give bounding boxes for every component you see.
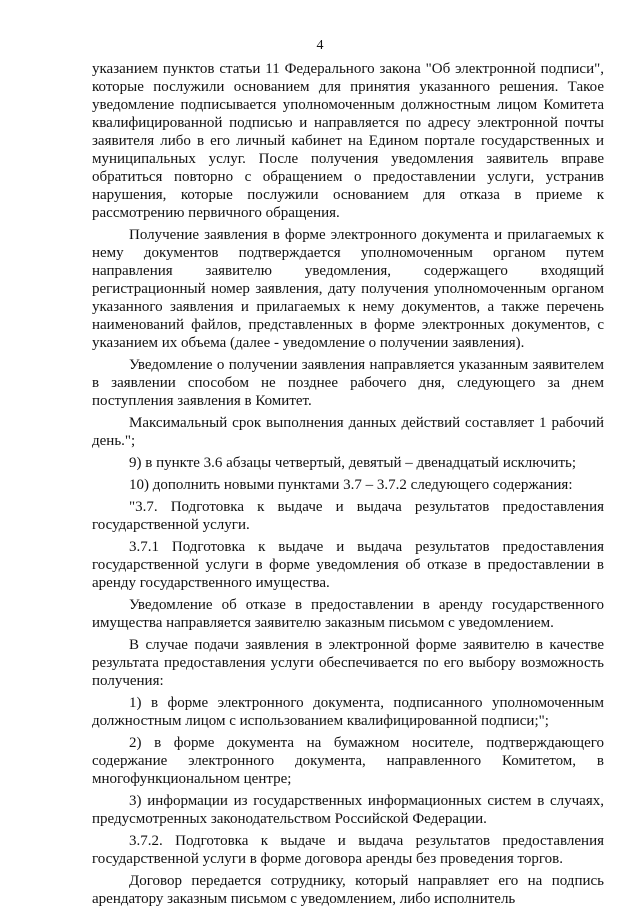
paragraph: 1) в форме электронного документа, подписанного уполномоченным должностным лицом с использованием квалифицированной подписи;"; [92, 695, 604, 729]
paragraph: 10) дополнить новыми пунктами 3.7 – 3.7.2 следующего содержания: [129, 477, 573, 493]
paragraph: "3.7. Подготовка к выдаче и выдача результатов предоставления государственной услуги. [92, 499, 604, 533]
paragraph: 3.7.2. Подготовка к выдаче и выдача результатов предоставления государственной услуги в форме договора аренды без проведения торгов. [92, 833, 604, 867]
page-number: 4 [316, 38, 324, 53]
paragraph: Получение заявления в форме электронного документа и прилагаемых к нему документов подтверждается уполномоченным органом путем направления заявителю уведомления, содержащего входящий регистрационный номер заявления, дату получения уполномоченным органом указанного заявления и прилагаемых к нему документов, а также перечень наименований файлов, представленных в форме электронных документов, с указанием их объема (далее - уведомление о получении заявления). [92, 227, 604, 351]
document-body [92, 60, 604, 908]
paragraph: Договор передается сотруднику, который направляет его на подпись арендатору заказным письмом с уведомлением, либо исполнитель [92, 873, 604, 907]
paragraph: указанием пунктов статьи 11 Федерального закона "Об электронной подписи", которые послужили основанием для принятия указанного решения. Такое уведомление подписывается уполномоченным должностным лицом Комитета квалифицированной подписью и направляется по адресу электронной почты заявителя либо в его личный кабинет на Едином портале государственных и муниципальных услуг. После получения уведомления заявитель вправе обратиться повторно с обращением о предоставлении услуги, устранив нарушения, которые послужили основанием для отказа в приеме к рассмотрению первичного обращения. [92, 61, 604, 221]
paragraph: 9) в пункте 3.6 абзацы четвертый, девятый – двенадцатый исключить; [129, 455, 577, 471]
paragraph: Максимальный срок выполнения данных действий составляет 1 рабочий день."; [92, 415, 604, 449]
paragraph: 3.7.1 Подготовка к выдаче и выдача результатов предоставления государственной услуги в форме уведомления об отказе в предоставлении в аренду государственного имущества. [92, 539, 604, 591]
paragraph: 3) информации из государственных информационных систем в случаях, предусмотренных законодательством Российской Федерации. [92, 793, 604, 827]
paragraph: Уведомление о получении заявления направляется указанным заявителем в заявлении способом не позднее рабочего дня, следующего за днем поступления заявления в Комитет. [92, 357, 604, 409]
paragraph: Уведомление об отказе в предоставлении в аренду государственного имущества направляется заявителю заказным письмом с уведомлением. [92, 597, 604, 631]
paragraph: 2) в форме документа на бумажном носителе, подтверждающего содержание электронного документа, направленного Комитетом, в многофункциональном центре; [92, 735, 604, 787]
paragraph: В случае подачи заявления в электронной форме заявителю в качестве результата предоставления услуги обеспечивается по его выбору возможность получения: [92, 637, 604, 689]
